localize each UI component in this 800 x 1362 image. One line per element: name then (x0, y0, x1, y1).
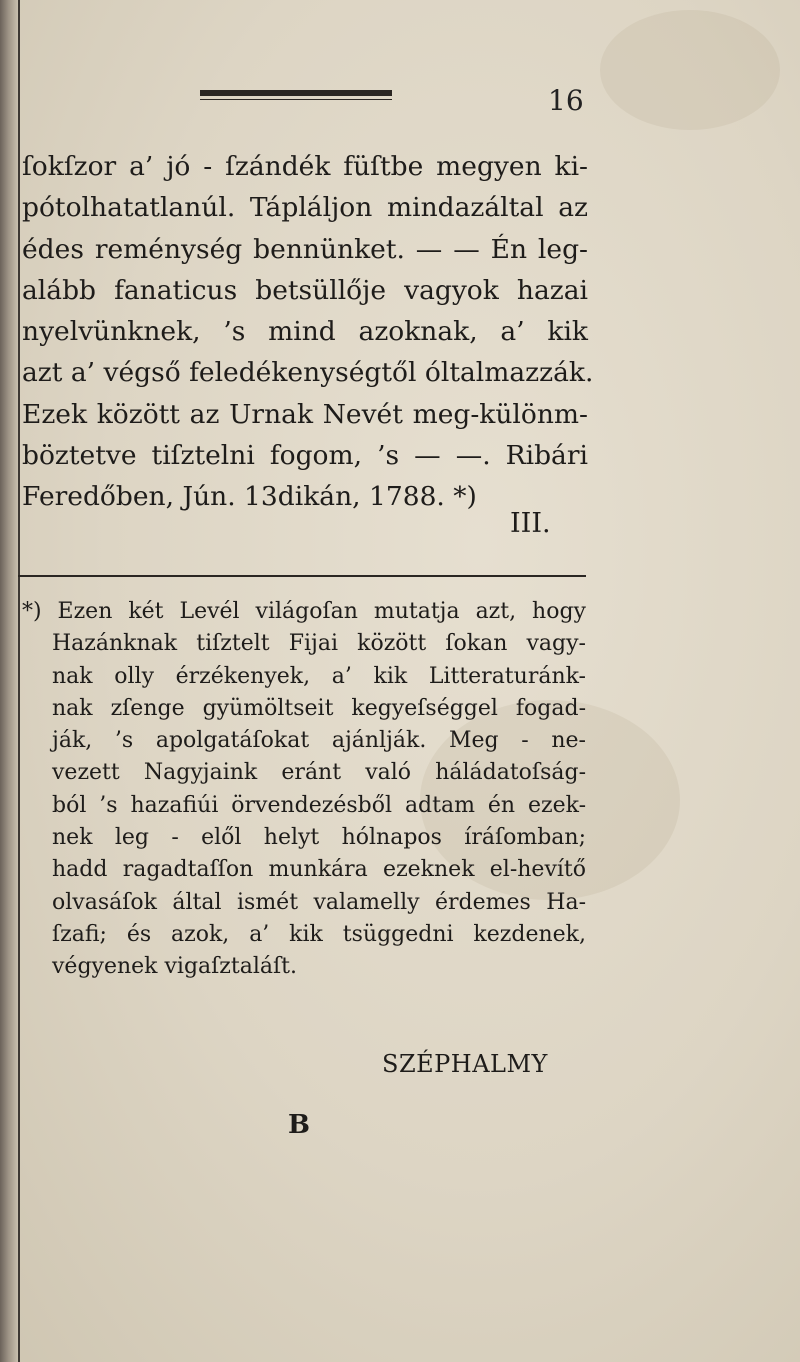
body-line: édes reménység bennünket. — — Én leg- (22, 233, 588, 265)
body-line: pótolhatatlanúl. Tápláljon mindazáltal az (22, 192, 588, 224)
body-line: böztetve tiſztelni fogom, ’s — —. Ribári (22, 440, 588, 472)
binding-line (18, 0, 20, 1362)
footnote-line: hadd ragadtaſſon munkára ezeknek el-hevítő (52, 857, 586, 883)
footnote-line: ból ’s hazafiúi örvendezésből adtam én ezek- (52, 792, 586, 818)
binding-edge (0, 0, 18, 1362)
signature-mark: B (288, 1110, 310, 1140)
body-line: alább fanaticus betsüllője vagyok hazai (22, 274, 588, 306)
footnote-line: vezett Nagyjaink eránt való háládatoſság- (52, 760, 586, 786)
footnote-line: olvasáſok által ismét valamelly érdemes Ha- (52, 889, 586, 915)
body-line: Feredőben, Jún. 13dikán, 1788. *) (22, 481, 477, 513)
footnote-signature: SZÉPHALMY (382, 1050, 548, 1078)
footnote-line: nak zſenge gyümöltseit kegyeſséggel fogad- (52, 695, 586, 721)
footnote-line: végyenek vigaſztaláſt. (52, 954, 297, 980)
header-rule-thin (200, 99, 392, 100)
footnote-line: nak olly érzékenyek, a’ kik Litteraturánk- (52, 663, 586, 689)
footnote (22, 596, 586, 984)
footnote-line: ſzafi; és azok, a’ kik tsüggedni kezdenek, (52, 921, 586, 947)
body-line: azt a’ végső feledékenységtől óltalmazzák. (22, 357, 594, 389)
footnote-line: *) Ezen két Levél világoſan mutatja azt, hogy (22, 599, 586, 624)
catchword: III. (510, 508, 551, 539)
body-line: Ezek között az Urnak Nevét meg-különm- (22, 398, 588, 430)
footnote-rule (18, 575, 586, 577)
paper-stain (600, 10, 780, 130)
header-rule (200, 90, 392, 96)
body-line: nyelvünknek, ’s mind azoknak, a’ kik (22, 316, 588, 348)
footnote-line: nek leg - elől helyt hólnapos íráſomban; (52, 825, 586, 851)
body-line: ſokſzor a’ jó - ſzándék füſtbe megyen ki- (22, 151, 588, 182)
footnote-line: Hazánknak tiſztelt Fijai között ſokan vagy- (52, 631, 586, 657)
page-number: 16 (548, 84, 584, 117)
body-text (22, 146, 594, 518)
footnote-line: ják, ’s apolgatáſokat ajánlják. Meg - ne- (52, 728, 586, 754)
